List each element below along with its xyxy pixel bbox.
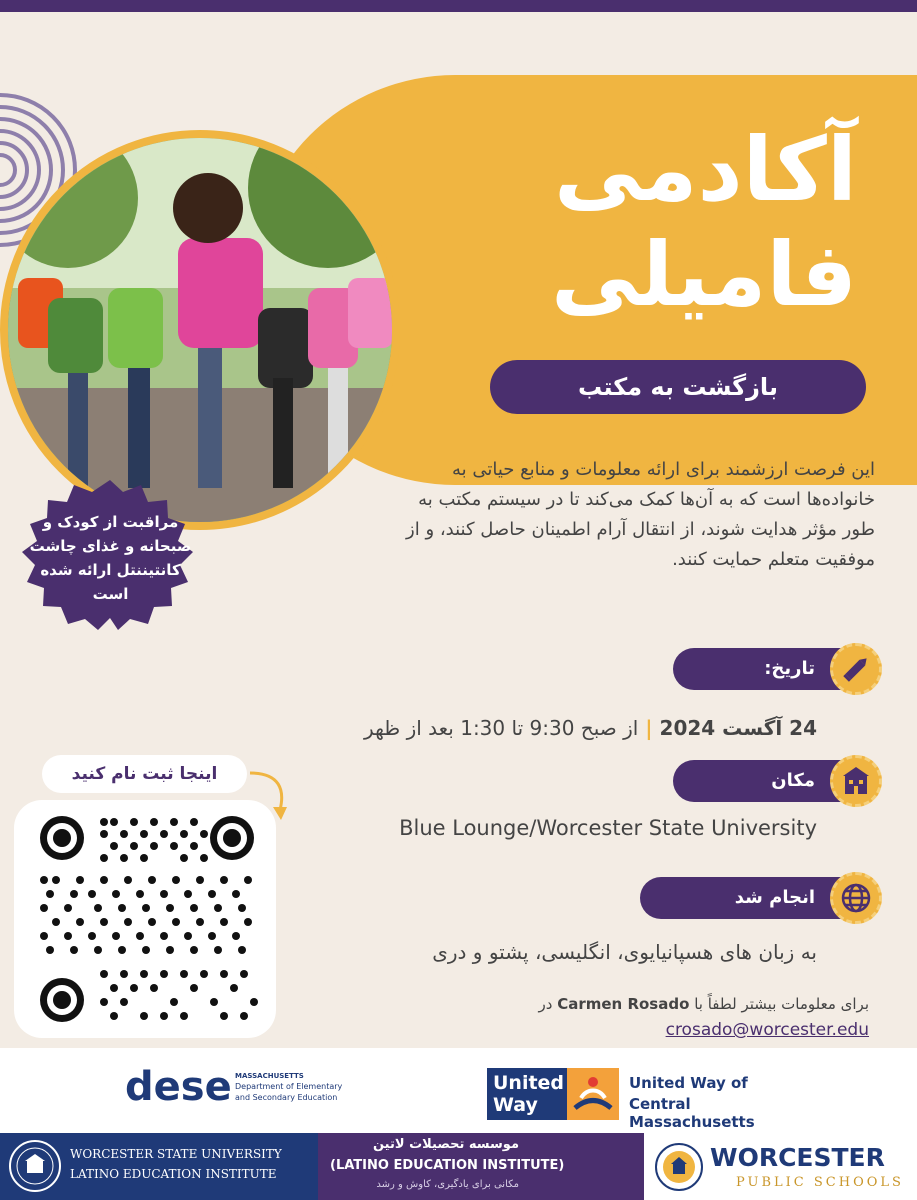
dese-logo <box>125 1066 345 1116</box>
contact-before: برای معلومات بیشتر لطفاً با <box>694 995 869 1013</box>
contact-name: Carmen Rosado <box>557 995 690 1013</box>
globe-icon <box>830 872 882 924</box>
children-photo <box>0 130 400 530</box>
pencil-icon <box>830 643 882 695</box>
qr-code[interactable] <box>14 800 276 1038</box>
qr-code-card[interactable] <box>14 800 276 1038</box>
language-value: به زبان های هسپانیایوی، انگلیسی، پشتو و دری <box>432 940 817 964</box>
united-way-line-1: United Way of <box>629 1074 748 1092</box>
united-way-box-line-1: United <box>493 1072 565 1094</box>
dese-dept-line-1: Department of Elementary <box>235 1082 343 1091</box>
event-time: از صبح 9:30 تا 1:30 بعد از ظهر <box>364 716 639 740</box>
description-text: این فرصت ارزشمند برای ارائه معلومات و منابع حیاتی به خانواده‌ها است که به آن‌ها کمک می‌کند تا در سیستم مکتب به طور مؤثر هدایت شوند، از انتقال آرام اطمینان حاصل کنند، و از موفقیت متعلم حمایت کنند. <box>406 459 875 570</box>
dese-wordmark: dese <box>125 1064 232 1110</box>
wps-line-1: WORCESTER <box>710 1143 885 1172</box>
place-label: مکان <box>771 770 815 791</box>
register-label[interactable]: اینجا ثبت نام کنید <box>42 755 247 793</box>
lei-line-1: موسسه تحصیلات لاتین <box>372 1137 519 1152</box>
date-value <box>364 716 817 740</box>
partner-logos <box>0 1048 917 1133</box>
wps-logo <box>644 1133 917 1200</box>
event-date: 24 آگست 2024 <box>659 716 817 740</box>
united-way-line-2: Central Massachusetts <box>629 1095 755 1131</box>
children-illustration <box>8 138 392 522</box>
place-value: Blue Lounge/Worcester State University <box>399 816 817 840</box>
lei-logo <box>318 1133 644 1200</box>
top-bar <box>0 0 917 12</box>
wsu-line-2: LATINO EDUCATION INSTITUTE <box>70 1167 277 1181</box>
language-label: انجام شد <box>734 887 815 908</box>
title-line-1: آکادمی <box>553 118 857 221</box>
dese-dept-line-2: and Secondary Education <box>235 1093 338 1102</box>
subtitle-pill: بازگشت به مکتب <box>490 360 866 414</box>
date-label: تاریخ: <box>764 658 815 679</box>
united-way-hand-icon <box>567 1068 619 1120</box>
wsu-seal-icon <box>8 1139 62 1193</box>
united-way-logo <box>487 1068 817 1131</box>
united-way-box-line-2: Way <box>493 1094 538 1116</box>
contact-text <box>309 995 869 1013</box>
contact-after: در <box>538 995 553 1013</box>
wsu-line-1: WORCESTER STATE UNIVERSITY <box>70 1147 282 1161</box>
dese-state: MASSACHUSETTS <box>235 1072 304 1080</box>
footer <box>0 1133 917 1200</box>
badge-text: مراقبت از کودک و صبحانه و غذای چاشت کانتیننتل ارائه شده است <box>29 513 192 603</box>
lei-line-2: (LATINO EDUCATION INSTITUTE) <box>330 1158 565 1173</box>
page-title <box>437 120 857 330</box>
title-line-2: فامیلی <box>550 223 857 326</box>
date-separator: | <box>645 716 653 740</box>
lei-line-3: مکانی برای یادگیری، کاوش و رشد <box>376 1179 519 1190</box>
wps-line-2: PUBLIC SCHOOLS <box>736 1175 904 1190</box>
wps-seal-icon <box>654 1142 704 1192</box>
wsu-logo <box>0 1133 318 1200</box>
building-icon <box>830 755 882 807</box>
contact-email-link[interactable]: crosado@worcester.edu <box>665 1020 869 1040</box>
